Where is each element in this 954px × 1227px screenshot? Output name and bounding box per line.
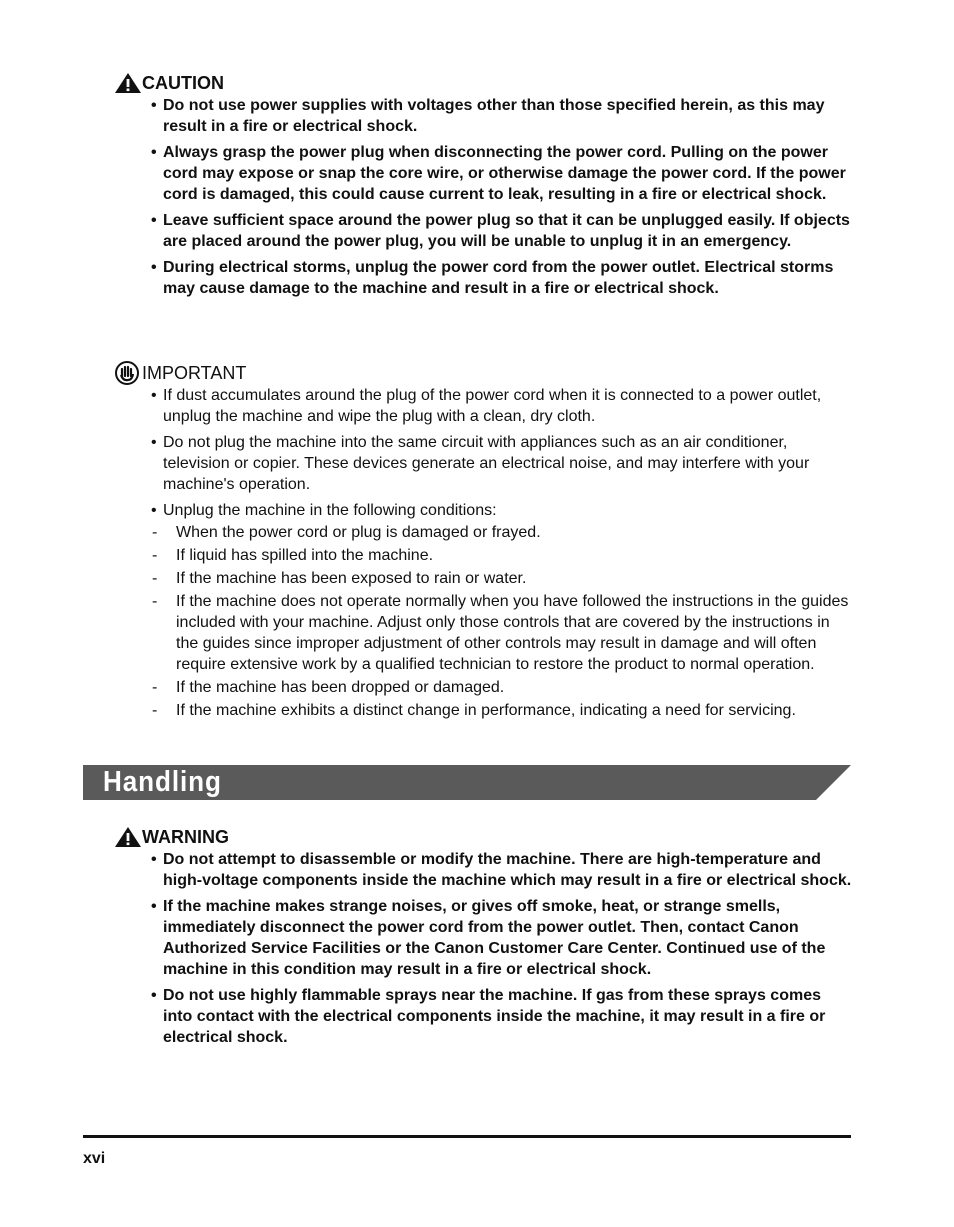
warning-triangle-icon <box>114 71 142 95</box>
caution-item: • Always grasp the power plug when disconnecting the power cord. Pulling on the power cord may expose or snap the core wire, or otherwise damage the power cord. If the power cord is damaged, this could cause current to leak, resulting in a fire or electrical shock. <box>150 142 854 205</box>
caution-item: • Do not use power supplies with voltages other than those specified herein, as this may result in a fire or electrical shock. <box>150 95 854 137</box>
warning-block <box>114 825 854 1053</box>
important-list <box>114 385 854 721</box>
condition-item: - If the machine has been exposed to rain or water. <box>150 568 854 589</box>
section-title: Handling <box>103 766 222 798</box>
warning-header <box>114 825 854 849</box>
condition-item: - If the machine does not operate normally when you have followed the instructions in the guides included with your machine. Adjust only those controls that are covered by the instructions in the guides since improper adjustment of other controls may result in damage and will often require extensive work by a qualified technician to restore the product to normal operation. <box>150 591 854 675</box>
caution-block <box>114 71 854 304</box>
warning-item: • If the machine makes strange noises, or gives off smoke, heat, or strange smells, immediately disconnect the power cord from the power outlet. Then, contact Canon Authorized Service Facilities or the Canon Customer Care Center. Continued use of the machine in this condition may result in a fire or electrical shock. <box>150 896 854 980</box>
hand-stop-icon <box>114 361 142 385</box>
important-block <box>114 361 854 726</box>
important-item-unplug <box>150 500 854 721</box>
condition-item: - If liquid has spilled into the machine. <box>150 545 854 566</box>
important-item-text: Unplug the machine in the following conditions: <box>163 502 497 519</box>
important-item: • Do not plug the machine into the same circuit with appliances such as an air conditioner, television or copier. These devices generate an electrical noise, and may interfere with your machine's operation. <box>150 432 854 495</box>
condition-item: - If the machine has been dropped or damaged. <box>150 677 854 698</box>
page-number: xvi <box>83 1150 106 1167</box>
important-header <box>114 361 854 385</box>
condition-item: - When the power cord or plug is damaged or frayed. <box>150 522 854 543</box>
caution-label: CAUTION <box>142 72 224 93</box>
warning-item: • Do not use highly flammable sprays near the machine. If gas from these sprays comes into contact with the electrical components inside the machine, it may result in a fire or electrical shock. <box>150 985 854 1048</box>
important-item: • If dust accumulates around the plug of the power cord when it is connected to a power outlet, unplug the machine and wipe the plug with a clean, dry cloth. <box>150 385 854 427</box>
warning-label: WARNING <box>142 826 229 847</box>
warning-item: • Do not attempt to disassemble or modify the machine. There are high-temperature and high-voltage components inside the machine which may result in a fire or electrical shock. <box>150 849 854 891</box>
warning-triangle-icon <box>114 825 142 849</box>
important-label: IMPORTANT <box>142 362 247 383</box>
conditions-list <box>150 522 854 721</box>
warning-list <box>114 849 854 1048</box>
condition-item: - If the machine exhibits a distinct change in performance, indicating a need for servicing. <box>150 700 854 721</box>
caution-header <box>114 71 854 95</box>
caution-list <box>114 95 854 299</box>
caution-item: • Leave sufficient space around the power plug so that it can be unplugged easily. If objects are placed around the power plug, you will be unable to unplug it in an emergency. <box>150 210 854 252</box>
footer-rule <box>83 1135 851 1138</box>
caution-item: • During electrical storms, unplug the power cord from the power outlet. Electrical storms may cause damage to the machine and result in a fire or electrical shock. <box>150 257 854 299</box>
